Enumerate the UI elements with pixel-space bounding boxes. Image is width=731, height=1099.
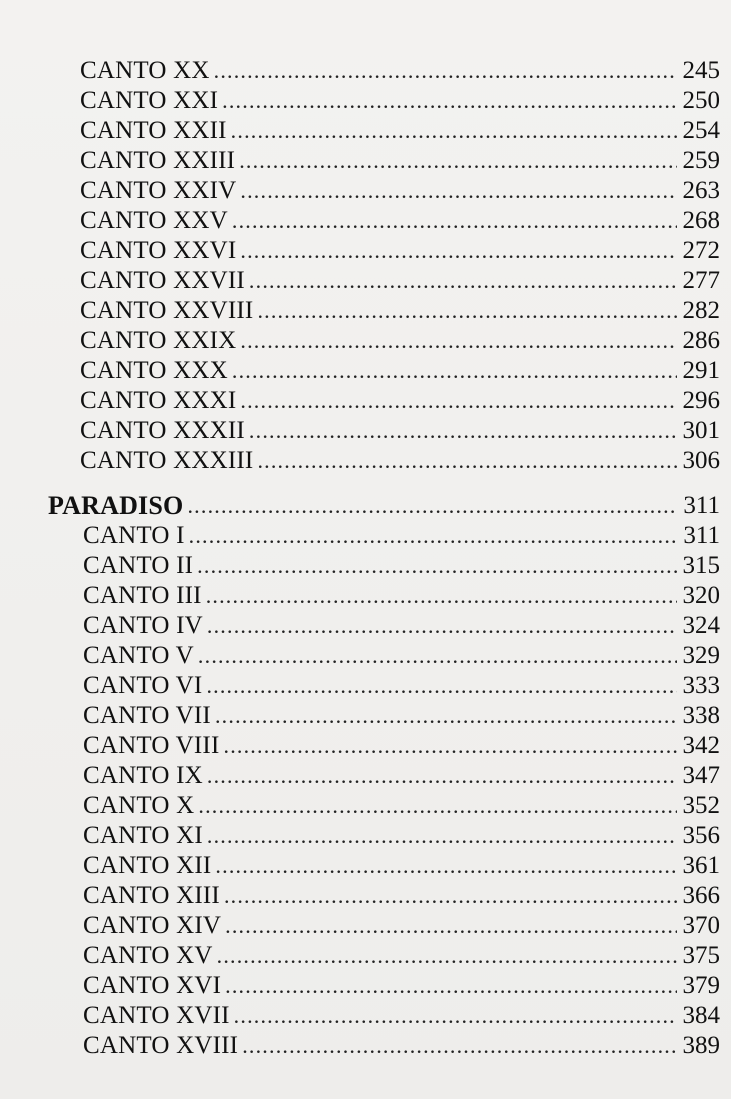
toc-entry [80,821,720,851]
entry-title: CANTO II [83,552,194,579]
leader-dots [231,116,677,146]
toc-entry [80,911,720,941]
toc-entry [80,1031,720,1061]
entry-title: CANTO XXI [80,87,219,114]
toc-entry [80,206,720,236]
page-number: 259 [682,147,720,174]
page-number: 338 [682,702,720,729]
toc-entry [80,521,720,551]
page-number: 329 [682,642,720,669]
page-number: 245 [682,57,720,84]
leader-dots [189,521,678,551]
page-number: 375 [682,942,720,969]
page-number: 306 [682,447,720,474]
entry-title: CANTO XI [83,822,203,849]
leader-dots [225,911,676,941]
entry-title: CANTO XXVI [80,237,237,264]
entry-title: CANTO IV [83,612,203,639]
leader-dots [257,446,676,476]
page-number: 263 [682,177,720,204]
leader-dots [249,416,677,446]
entry-title: CANTO XVI [83,972,222,999]
toc-entry [80,581,720,611]
toc-entry [80,851,720,881]
entry-title: CANTO V [83,642,194,669]
page-number: 311 [683,522,720,549]
entry-title: CANTO XIII [83,882,220,909]
leader-dots [222,86,676,116]
leader-dots [239,146,676,176]
toc-entry [80,611,720,641]
entry-title: CANTO VI [83,672,203,699]
toc-entry [80,671,720,701]
leader-dots [198,791,676,821]
toc-entry [80,701,720,731]
leader-dots [207,611,677,641]
page-number: 361 [682,852,720,879]
entry-title: CANTO XIV [83,912,222,939]
section-title: PARADISO [48,491,184,520]
toc-entry [80,446,720,476]
page-number: 286 [682,327,720,354]
toc-entry [80,326,720,356]
page-number: 366 [682,882,720,909]
leader-dots [242,1031,676,1061]
entry-title: CANTO VIII [83,732,220,759]
page-number: 379 [682,972,720,999]
toc-entry [80,296,720,326]
entry-title: CANTO XXVIII [80,297,254,324]
entry-title: CANTO XXVII [80,267,245,294]
leader-dots [215,701,677,731]
leader-dots [207,761,677,791]
leader-dots [187,491,677,521]
page-number: 384 [682,1002,720,1029]
page-number: 291 [682,357,720,384]
toc-entry [80,416,720,446]
toc-entry [80,266,720,296]
leader-dots [207,821,677,851]
page-number: 254 [682,117,720,144]
leader-dots [215,851,676,881]
toc-section-heading [48,491,720,521]
page-number: 324 [682,612,720,639]
entry-title: CANTO XII [83,852,212,879]
leader-dots [214,56,677,86]
page-number: 352 [682,792,720,819]
page-number: 301 [682,417,720,444]
leader-dots [224,881,677,911]
leader-dots [240,236,676,266]
entry-title: CANTO XXII [80,117,227,144]
leader-dots [197,551,676,581]
leader-dots [234,1001,677,1031]
entry-title: CANTO XXXI [80,387,237,414]
entry-title: CANTO X [83,792,195,819]
toc-entry [80,791,720,821]
page-number: 342 [682,732,720,759]
toc-entry [80,356,720,386]
entry-title: CANTO XXXIII [80,447,254,474]
toc-entry [80,176,720,206]
page-number: 333 [682,672,720,699]
toc-entry [80,56,720,86]
leader-dots [225,971,676,1001]
page-number: 315 [682,552,720,579]
page-number: 250 [682,87,720,114]
entry-title: CANTO XXV [80,207,228,234]
toc-entry [80,881,720,911]
leader-dots [198,641,677,671]
entry-title: CANTO XXIX [80,327,237,354]
toc-entry [80,761,720,791]
entry-title: CANTO XVIII [83,1032,239,1059]
toc-entry [80,1001,720,1031]
entry-title: CANTO IX [83,762,203,789]
page-number: 370 [682,912,720,939]
page-number: 296 [682,387,720,414]
entry-title: CANTO III [83,582,202,609]
leader-dots [257,296,676,326]
leader-dots [232,356,677,386]
toc-entry [80,386,720,416]
page-number: 311 [683,492,720,519]
toc-entry [80,941,720,971]
page-number: 272 [682,237,720,264]
leader-dots [224,731,677,761]
entry-title: CANTO XVII [83,1002,230,1029]
toc-entry [80,641,720,671]
entry-title: CANTO XV [83,942,213,969]
page-number: 389 [682,1032,720,1059]
leader-dots [249,266,677,296]
leader-dots [240,326,676,356]
leader-dots [206,671,676,701]
toc-entry [80,86,720,116]
page-number: 347 [682,762,720,789]
toc-entry [80,116,720,146]
leader-dots [240,176,676,206]
entry-title: CANTO VII [83,702,211,729]
page-number: 277 [682,267,720,294]
toc-entry [80,551,720,581]
toc-entry [80,236,720,266]
leader-dots [206,581,677,611]
entry-title: CANTO I [83,522,185,549]
toc-entry [80,971,720,1001]
entry-title: CANTO XXX [80,357,228,384]
leader-dots [217,941,677,971]
entry-title: CANTO XXXII [80,417,245,444]
leader-dots [240,386,676,416]
page-number: 268 [682,207,720,234]
page-number: 282 [682,297,720,324]
toc-entry [80,146,720,176]
entry-title: CANTO XXIV [80,177,237,204]
entry-title: CANTO XXIII [80,147,236,174]
page-number: 320 [682,582,720,609]
entry-title: CANTO XX [80,57,210,84]
table-of-contents [48,56,720,1061]
toc-entry [80,731,720,761]
page-number: 356 [682,822,720,849]
leader-dots [232,206,677,236]
